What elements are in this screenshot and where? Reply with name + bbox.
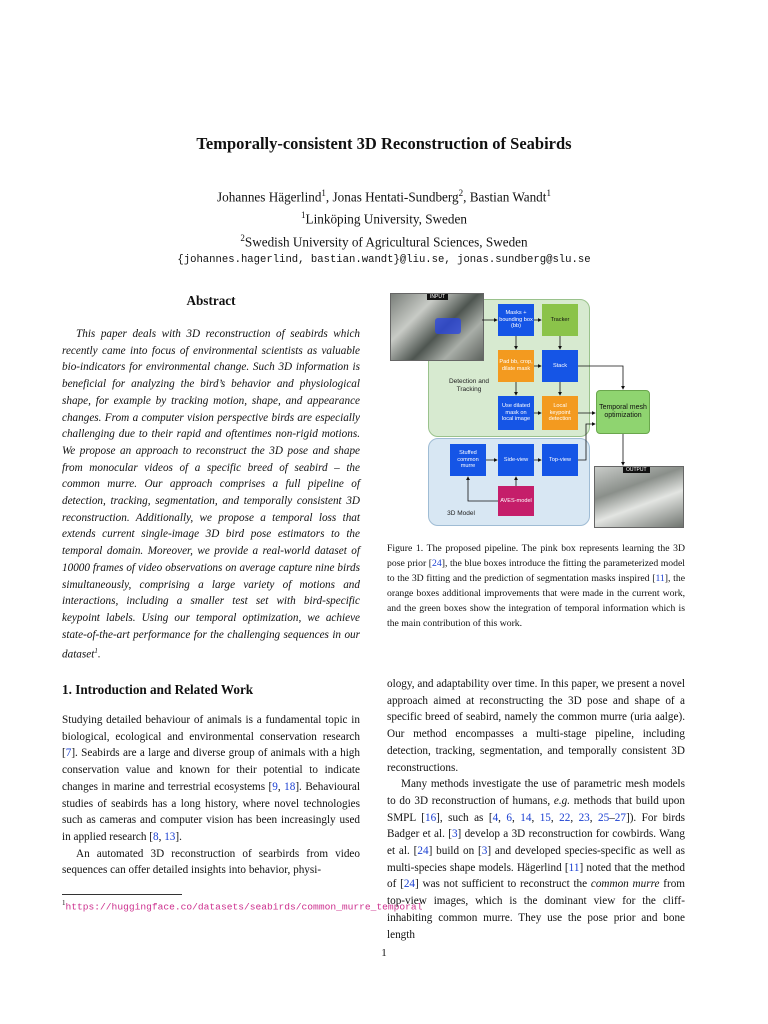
- citation-link[interactable]: 11: [568, 861, 580, 874]
- citation-link[interactable]: 24: [432, 558, 442, 569]
- group-label-model: 3D Model: [447, 510, 475, 517]
- footnote: $^1$https://huggingface.co/datasets/seabirds/common_murre_temporal: [62, 899, 423, 913]
- right-column-text: ology, and adaptability over time. In this paper, we present a novel approach aimed at reconstructing the 3D pose and shape of a specific breed of seabird, namely the common murre (uria aalge). Our method encompasses a multi-stage pipeline, including detection, tracking, segmentation, and temporally consistent 3D reconstructions. Many methods investigate the use of parametric mesh models to do 3D reconstruction of humans, e.g. methods that build upon SMPL [16], such as [4, 6, 14, 15, 22, 23, 25–27]). For birds Badger et al. [3] develop a 3D reconstruction for cowbirds. Wang et al. [24] build on [3] and developed species-specific as well as multi-species shape models. Hägerlind [11] noted that the method of [24] was not sufficient to reconstruct the common murre from top-view images, which is the dominant view for the cliff-inhabiting common murre. They use the pose prior and bone length: [387, 678, 686, 941]
- box-masks: Masks + bounding box (bb): [498, 304, 534, 336]
- footnote-rule: [62, 894, 182, 895]
- box-tracker: Tracker: [542, 304, 578, 336]
- box-keypoint: Local keypoint detection: [542, 396, 578, 430]
- citation-link[interactable]: 23: [578, 811, 590, 824]
- author-1: Johannes Hägerlind: [217, 189, 322, 205]
- abstract-text: This paper deals with 3D reconstruction of seabirds which recently came into focus of environmental scientists as valuable bio-indicators for environmental change. Such 3D information is beneficial for analyzing the bird’s behavior and physiological shape, for example by tracking motion, shape, and appearance changes. From a computer vision perspective birds are especially challenging due to their rapid and oftentimes non-rigid motions. We propose an approach to reconstruct the 3D pose and shape from monocular videos of a specific breed of seabird – the common murre. Our approach comprises a full pipeline of detection, tracking, segmentation, and temporally consistent 3D reconstruction. Additionally, we propose a temporal loss that extends current single-image 3D bird pose estimators to the temporal domain. Moreover, we provide a real-world dataset of 10000 frames of video observations on average capture nine birds simultaneously, comprising a large variety of motions and interactions, including a smaller test set with bird-specific keypoint labels. Using our temporal optimization, we achieve state-of-the-art performance for the challenging sequences in our dataset$^1$.: [62, 328, 360, 662]
- affiliation-2: $^2$Swedish University of Agricultural Sciences, Sweden: [240, 232, 528, 250]
- citation-link[interactable]: 9: [272, 780, 278, 793]
- citation-link[interactable]: 24: [417, 845, 429, 858]
- citation-link[interactable]: 15: [539, 811, 551, 824]
- intro-text: Studying detailed behaviour of animals is a fundamental topic in biological, ecological and environmental conservation research [7]. Seabirds are a large and diverse group of animals with a high conservation value and known for their potential to indicate changes in marine and terrestrial ecosystems [9, 18]. Behavioural studies of seabirds has a long history, where novel technologies such as cameras and computer vision has been increasingly used in applied research [8, 13]. An automated 3D reconstruction of searbirds from video sequences can offer detailed insights into behavior, physi-: [62, 714, 360, 877]
- citation-link[interactable]: 25: [598, 811, 610, 824]
- page-number: 1: [381, 947, 387, 959]
- box-stuffed-murre: Stuffed common murre: [450, 444, 486, 476]
- box-aves-model: AVES-model: [498, 486, 534, 516]
- pipeline-arrows: [388, 290, 686, 530]
- citation-link[interactable]: 13: [164, 830, 176, 843]
- citation-link[interactable]: 11: [655, 573, 665, 584]
- citation-link[interactable]: 6: [506, 811, 513, 824]
- author-emails: {johannes.hagerlind, bastian.wandt}@liu.se, jonas.sundberg@slu.se: [177, 254, 591, 267]
- pipeline-figure: [388, 290, 686, 530]
- box-side-view: Side-view: [498, 444, 534, 476]
- box-top-view: Top-view: [542, 444, 578, 476]
- citation-link[interactable]: 3: [481, 845, 488, 858]
- paper-title: Temporally-consistent 3D Reconstruction of Seabirds: [196, 134, 572, 153]
- author-block: [0, 184, 768, 269]
- section-heading-introduction: 1. Introduction and Related Work: [62, 682, 254, 697]
- citation-link[interactable]: 24: [403, 878, 415, 891]
- figure-caption: Figure 1. The proposed pipeline. The pink box represents learning the 3D pose prior [24], the blue boxes introduce the fitting the parameterized model to the 3D fitting and the prediction of segmentation masks inspired [11], the orange boxes additional improvements that were made in the current work, and the green boxes show the integration of temporal information which is the main contribution of this work.: [387, 543, 685, 629]
- box-dilated-mask: Use dilated mask on local image: [498, 396, 534, 430]
- citation-link[interactable]: 8: [153, 830, 159, 843]
- input-tag: INPUT: [427, 294, 448, 300]
- author-3: Bastian Wandt: [469, 189, 547, 205]
- citation-link[interactable]: 18: [284, 780, 296, 793]
- citation-link[interactable]: 22: [559, 811, 571, 824]
- citation-link[interactable]: 4: [492, 811, 499, 824]
- box-pad-crop: Pad bb, crop, dilate mask: [498, 350, 534, 382]
- citation-link[interactable]: 16: [424, 811, 437, 824]
- output-tag: OUTPUT: [623, 467, 650, 473]
- dataset-link[interactable]: https://huggingface.co/datasets/seabirds/common_murre_temporal: [65, 901, 423, 913]
- box-temporal-optimization: Temporal mesh optimization: [596, 390, 650, 434]
- citation-link[interactable]: 3: [451, 828, 458, 841]
- box-stack: Stack: [542, 350, 578, 382]
- group-label-detection: Detection and Tracking: [448, 378, 490, 393]
- author-names: Johannes Hägerlind$^1$, Jonas Hentati-Sundberg$^2$, Bastian Wandt$^1$: [217, 188, 551, 205]
- footnote-marker[interactable]: 1: [94, 647, 98, 656]
- citation-link[interactable]: 7: [65, 747, 72, 760]
- citation-link[interactable]: 14: [520, 811, 532, 824]
- affiliation-1: $^1$Linköping University, Sweden: [301, 210, 467, 227]
- author-2: Jonas Hentati-Sundberg: [332, 189, 459, 205]
- citation-link[interactable]: 27: [614, 811, 626, 824]
- abstract-heading: Abstract: [186, 293, 236, 308]
